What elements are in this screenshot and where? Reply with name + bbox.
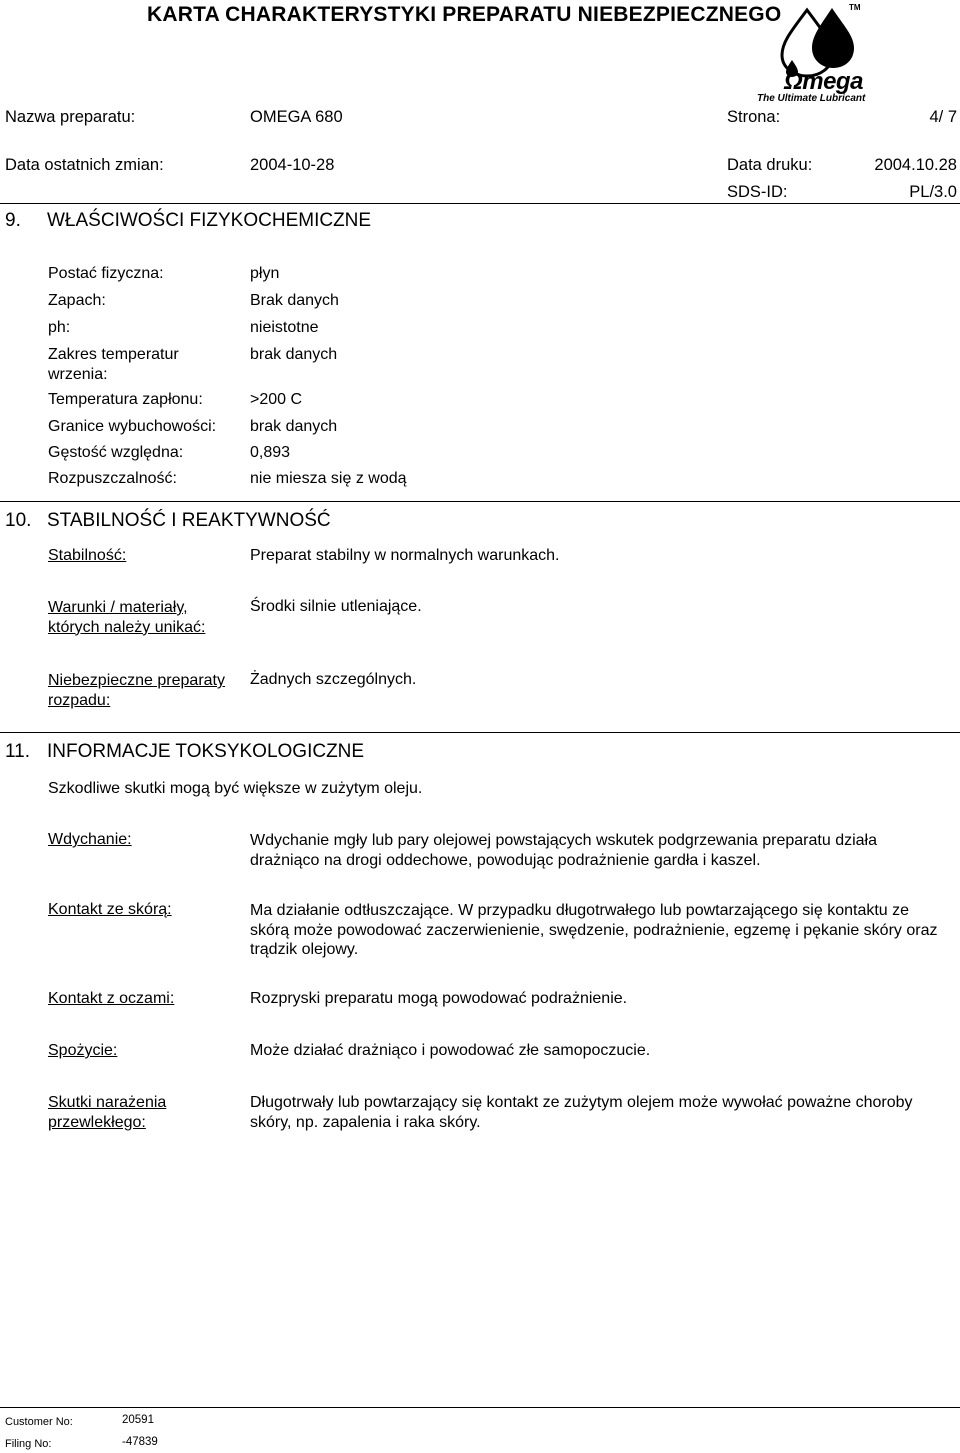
odor-label: Zapach:	[48, 292, 106, 309]
sds-id-value: PL/3.0	[909, 183, 957, 201]
page-value: 4/ 7	[929, 108, 957, 126]
explosive-limits-label: Granice wybuchowości:	[48, 418, 217, 435]
eye-contact-value: Rozpryski preparatu mogą powodować podrażnienie.	[250, 990, 628, 1007]
physical-form-label: Postać fizyczna:	[48, 265, 164, 282]
trademark-mark: TM	[849, 3, 861, 12]
chronic-exposure-value: Długotrwały lub powtarzający się kontakt ze zużytym olejem może wywołać poważne choroby skóry, np. zapalenia i raka skóry.	[250, 1094, 913, 1131]
chronic-exposure-label: Skutki narażenia przewlekłego:	[48, 1094, 167, 1131]
section-9-title: WŁAŚCIWOŚCI FIZYKOCHEMICZNE	[47, 210, 372, 231]
decomposition-products-value: Żadnych szczególnych.	[250, 671, 417, 688]
print-date-value: 2004.10.28	[874, 156, 957, 174]
logo-brand: Ωmega	[784, 68, 863, 95]
section-10-divider	[0, 732, 960, 733]
inhalation-value: Wdychanie mgły lub pary olejowej powstających wskutek podgrzewania preparatu działa drażniąco na drogi oddechowe, powodując podrażnienie gardła i kaszel.	[250, 832, 877, 869]
ingestion-label: Spożycie:	[48, 1042, 118, 1059]
print-date-label: Data druku:	[727, 156, 813, 174]
boiling-range-value: brak danych	[250, 346, 338, 363]
last-change-label: Data ostatnich zmian:	[5, 156, 164, 174]
filing-number-value: -47839	[122, 1436, 158, 1448]
relative-density-value: 0,893	[250, 444, 291, 461]
stability-label: Stabilność:	[48, 547, 127, 564]
skin-contact-value: Ma działanie odtłuszczające. W przypadku długotrwałego lub powtarzającego się kontaktu ze skórą może powodować zaczerwienienie, swędzenie, podrażnienie, egzemę i pękanie skóry oraz trądzik olejowy.	[250, 902, 938, 958]
logo-tagline: The Ultimate Lubricant	[757, 93, 866, 104]
flash-point-value: >200 C	[250, 391, 303, 408]
sds-id-label: SDS-ID:	[727, 183, 788, 201]
section-11-title: INFORMACJE TOKSYKOLOGICZNE	[47, 741, 365, 762]
section-9-number: 9.	[5, 210, 21, 231]
physical-form-value: płyn	[250, 265, 280, 282]
odor-value: Brak danych	[250, 292, 339, 309]
section-10-title: STABILNOŚĆ I REAKTYWNOŚĆ	[47, 510, 331, 531]
section-11-number: 11.	[5, 741, 31, 762]
ingestion-value: Może działać drażniąco i powodować złe samopoczucie.	[250, 1042, 651, 1059]
last-change-value: 2004-10-28	[250, 156, 335, 174]
toxicology-intro: Szkodliwe skutki mogą być większe w zużytym oleju.	[48, 780, 423, 797]
conditions-to-avoid-value: Środki silnie utleniające.	[250, 598, 422, 615]
ph-value: nieistotne	[250, 319, 319, 336]
eye-contact-label: Kontakt z oczami:	[48, 990, 175, 1007]
decomposition-products-label: Niebezpieczne preparaty rozpadu:	[48, 672, 225, 709]
footer-divider	[0, 1407, 960, 1408]
document-title: KARTA CHARAKTERYSTYKI PREPARATU NIEBEZPIECZNEGO	[147, 3, 782, 26]
customer-number-label: Customer No:	[5, 1416, 73, 1428]
solubility-value: nie miesza się z wodą	[250, 470, 407, 487]
section-10-number: 10.	[5, 510, 32, 531]
ph-label: ph:	[48, 319, 71, 336]
explosive-limits-value: brak danych	[250, 418, 338, 435]
solubility-label: Rozpuszczalność:	[48, 470, 177, 487]
product-name-value: OMEGA 680	[250, 108, 343, 126]
filing-number-label: Filing No:	[5, 1438, 52, 1450]
flash-point-label: Temperatura zapłonu:	[48, 391, 203, 408]
header-divider	[0, 203, 960, 204]
product-name-label: Nazwa preparatu:	[5, 108, 136, 126]
page-label: Strona:	[727, 108, 781, 126]
relative-density-label: Gęstość względna:	[48, 444, 184, 461]
skin-contact-label: Kontakt ze skórą:	[48, 901, 172, 918]
customer-number-value: 20591	[122, 1414, 154, 1426]
boiling-range-label: Zakres temperatur wrzenia:	[48, 346, 179, 383]
section-9-divider	[0, 501, 960, 502]
conditions-to-avoid-label: Warunki / materiały, których należy unikać:	[48, 599, 206, 636]
stability-value: Preparat stabilny w normalnych warunkach.	[250, 547, 560, 564]
inhalation-label: Wdychanie:	[48, 831, 132, 848]
